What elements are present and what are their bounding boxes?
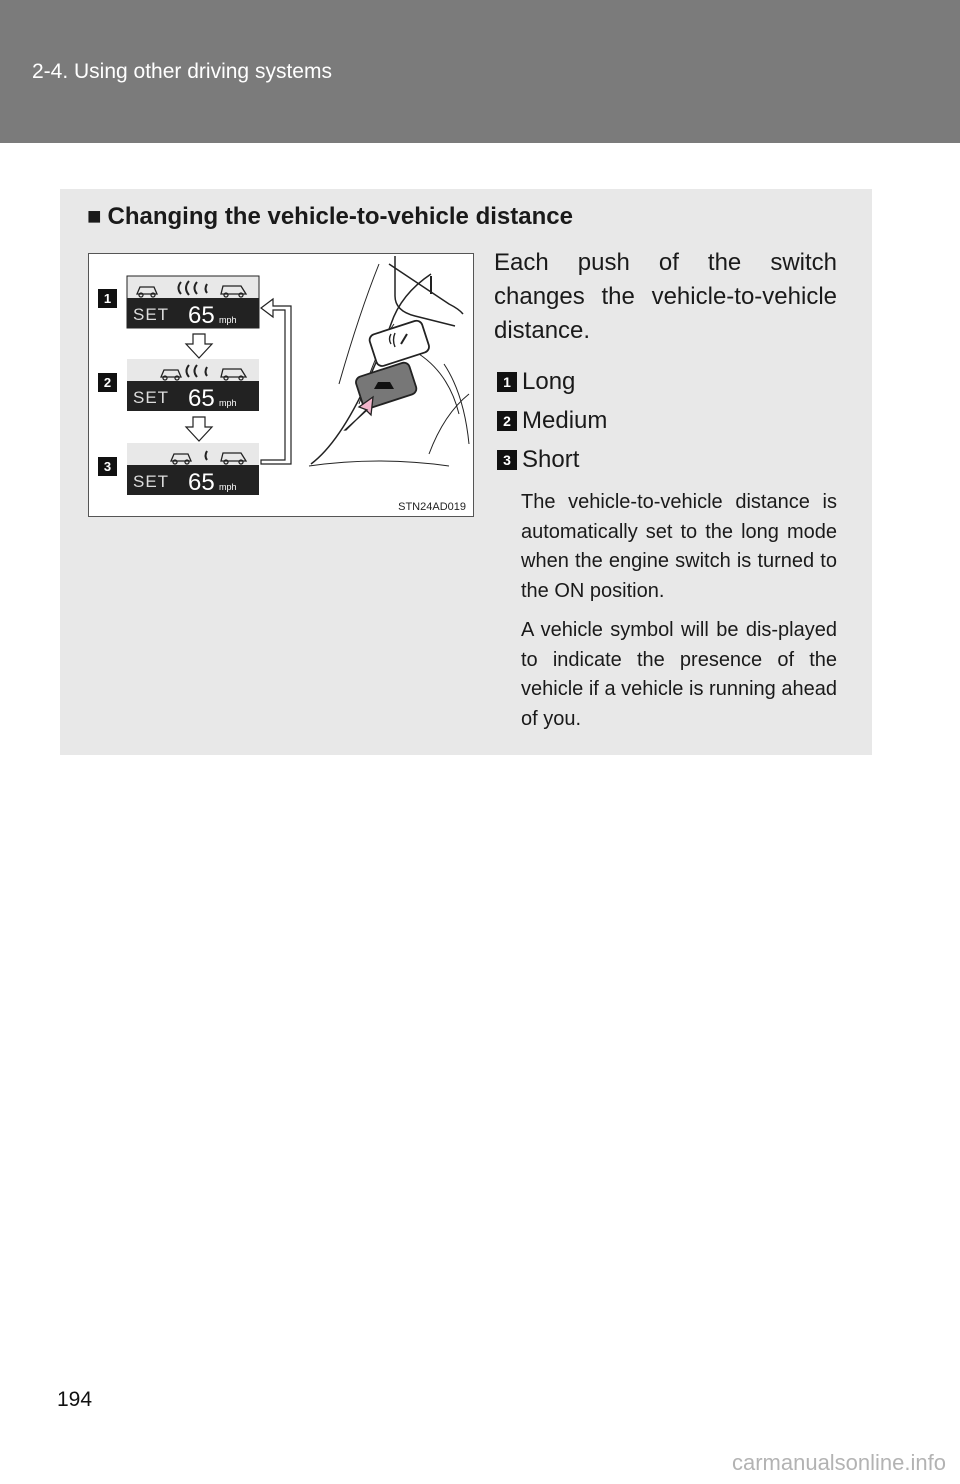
list-item (497, 401, 607, 440)
cycle-return-arrow-icon (261, 299, 291, 464)
cycle-down-arrow-icon (186, 417, 212, 441)
cycle-down-arrow-icon (186, 334, 212, 358)
svg-text:mph: mph (219, 315, 237, 325)
site-watermark: carmanualsonline.info (731, 1450, 946, 1475)
figure-badge-1 (98, 289, 117, 308)
svg-text:1: 1 (103, 291, 112, 306)
svg-text:SET: SET (133, 305, 170, 324)
page-number: 194 (57, 1388, 93, 1411)
display-panel-short (127, 443, 259, 496)
distance-illustration (88, 253, 474, 517)
mode-label: Long (522, 367, 576, 395)
distance-switch-button (354, 361, 417, 410)
display-panel-long (127, 276, 259, 329)
section-heading-text: Changing the vehicle-to-vehicle distance (107, 203, 573, 230)
figure-badge-2 (98, 373, 117, 392)
svg-text:65: 65 (188, 469, 215, 496)
page-header (0, 0, 960, 143)
svg-text:SET: SET (133, 472, 170, 491)
number-badge: 1 (497, 372, 517, 392)
svg-text:3: 3 (103, 459, 112, 474)
section-title: 2-4. Using other driving systems (32, 60, 332, 83)
mode-list (497, 362, 607, 479)
svg-text:65: 65 (188, 302, 215, 329)
section-heading (87, 203, 573, 231)
number-badge: 2 (497, 411, 517, 431)
press-arrow-icon (345, 397, 373, 430)
figure-badge-3 (98, 457, 117, 476)
mode-label: Short (522, 445, 580, 473)
svg-text:SET: SET (133, 388, 170, 407)
svg-text:65: 65 (188, 385, 215, 412)
note-vehicle-symbol: A vehicle symbol will be dis-played to indicate the presence of the vehicle if a vehicle is running ahead of you. (521, 619, 837, 730)
figure-code: STN24AD019 (398, 501, 466, 513)
svg-text:mph: mph (219, 482, 237, 492)
note-default-mode: The vehicle-to-vehicle distance is automatically set to the long mode when the engine switch is turned to the ON position. (521, 491, 837, 602)
list-item (497, 440, 607, 479)
list-item (497, 362, 607, 401)
svg-text:mph: mph (219, 398, 237, 408)
section-body: Each push of the switch changes the vehicle-to-vehicle distance. (494, 249, 837, 344)
mode-label: Medium (522, 406, 608, 434)
svg-text:2: 2 (103, 375, 112, 390)
display-panel-medium (127, 359, 259, 412)
bullet-square-icon: ■ (87, 203, 102, 230)
number-badge: 3 (497, 450, 517, 470)
distance-switch-upper-icon (368, 319, 431, 367)
